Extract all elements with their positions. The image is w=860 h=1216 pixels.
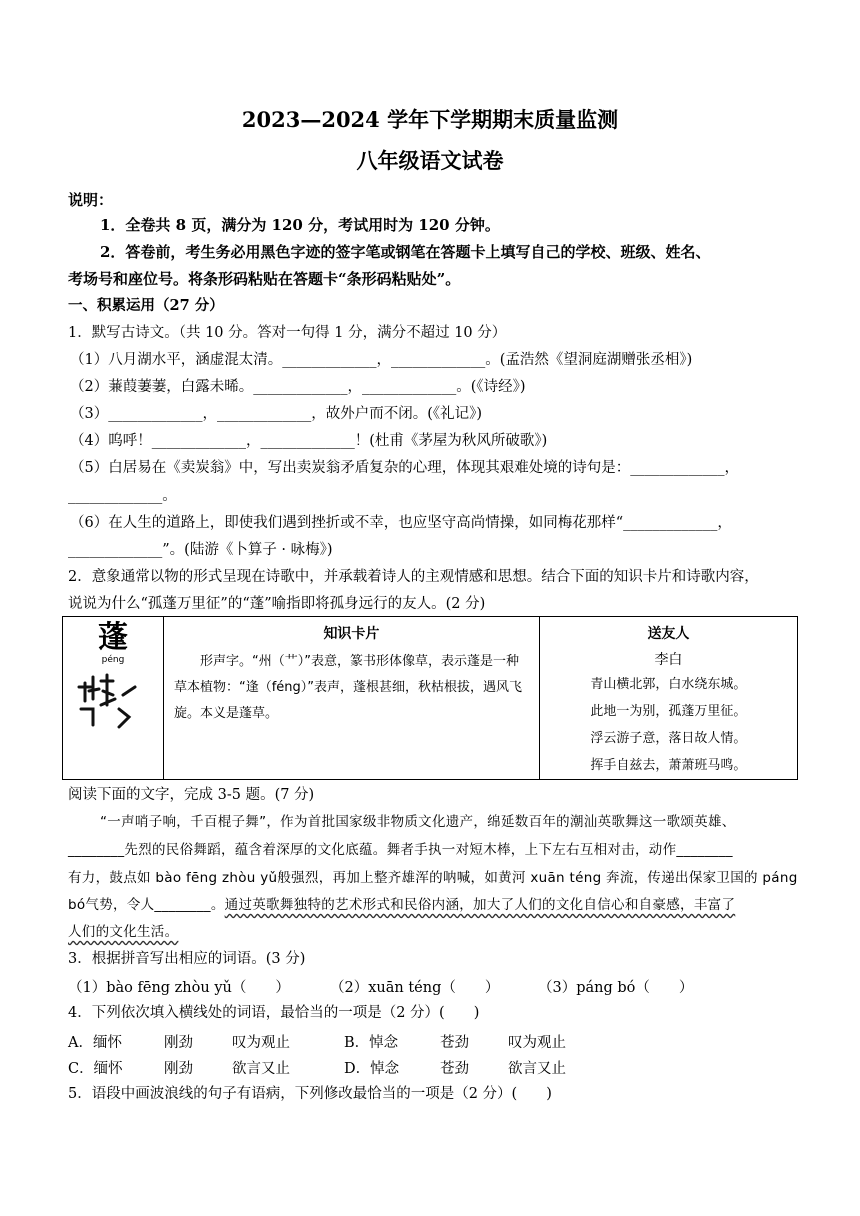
poem-line: 青山横北郭，白水绕东城。: [590, 677, 747, 692]
q1-part-6: （6）在人生的道路上，即使我们遇到挫折或不幸，也应坚守高尚情操，如同梅花那样“_____________，: [70, 515, 732, 531]
q1-part-1: （1）八月湖水平，涵虚混太清。_____________，_____________。(孟浩然《望洞庭湖赠张丞相》): [70, 352, 693, 368]
wavy-underlined-sentence: 通过英歌舞独特的艺术形式和民俗内涵，加大了人们的文化自信心和自豪感，丰富了: [224, 897, 736, 913]
exam-title: 2023—2024 学年下学期期末质量监测: [241, 107, 619, 132]
character-glyph: 蓬: [98, 620, 128, 655]
instructions-heading: 说明：: [68, 191, 114, 209]
option-c-word-3: 欲言又止: [232, 1061, 290, 1077]
poem-line: 挥手自兹去，萧萧班马鸣。: [590, 758, 747, 773]
q3-part-1: （1）bào fēng zhòu yǔ（ ）: [68, 980, 290, 996]
knowledge-table: [62, 616, 798, 780]
reading-line-4-a: bó气势，令人________。: [68, 897, 225, 913]
option-a-word-1: A．缅怀: [68, 1035, 122, 1051]
reading-line-3: 有力，鼓点如 bào fēng zhòu yǔ般强烈，再加上整齐雄浑的呐喊，如黄河 xuān téng 奔流，传递出保家卫国的 páng: [68, 870, 798, 886]
instruction-item-1: 1．全卷共 8 页，满分为 120 分，考试用时为 120 分钟。: [100, 216, 500, 234]
option-c-word-2: 刚劲: [164, 1061, 193, 1077]
q1-part-4: （4）呜呼！_____________，_____________！(杜甫《茅屋为秋风所破歌》): [70, 433, 548, 449]
q3-stem: 3．根据拼音写出相应的词语。(3 分): [68, 951, 306, 967]
q1-part-3: （3）_____________，_____________，故外户而不闭。(《礼记》): [70, 406, 483, 422]
q1-part-5-cont: _____________。: [68, 488, 177, 504]
option-b-word-3: 叹为观止: [508, 1035, 566, 1051]
q2-stem: 2．意象通常以物的形式呈现在诗歌中，并承载着诗人的主观情感和思想。结合下面的知识卡片和诗歌内容，: [68, 569, 759, 585]
character-pinyin: péng: [101, 655, 125, 665]
reading-line-2: ________先烈的民俗舞蹈，蕴含着深厚的文化底蕴。舞者手执一对短木棒，上下左右互相对击，动作________: [68, 842, 733, 858]
poem-cell: [539, 617, 797, 780]
knowledge-card-text: 形声字。“州（艹）”表意，篆书形体像草，表示蓬是一种草本植物：“逢（féng）”表声，蓬根甚细，秋枯根拔，遇风飞旋。本义是蓬草。: [174, 654, 523, 721]
option-c-word-1: C．缅怀: [68, 1061, 123, 1077]
q1-part-6-cont: _____________”。(陆游《卜算子 · 咏梅》): [68, 542, 333, 558]
q2-stem-cont: 说说为什么“孤蓬万里征”的“蓬”喻指即将孤身远行的友人。(2 分): [68, 596, 486, 612]
option-d-word-3: 欲言又止: [508, 1061, 566, 1077]
reading-stem: 阅读下面的文字，完成 3-5 题。(7 分): [68, 787, 315, 803]
option-b-word-2: 苍劲: [440, 1035, 469, 1051]
knowledge-card-heading: 知识卡片: [323, 626, 380, 642]
exam-subtitle: 八年级语文试卷: [356, 148, 504, 173]
q1-part-5: （5）白居易在《卖炭翁》中，写出卖炭翁矛盾复杂的心理，体现其艰难处境的诗句是：_____________，: [70, 460, 739, 476]
q5-stem: 5．语段中画波浪线的句子有语病，下列修改最恰当的一项是（2 分）( ): [68, 1086, 552, 1102]
option-a-word-2: 刚劲: [164, 1035, 193, 1051]
q3-part-3: （3）páng bó（ ）: [538, 980, 694, 996]
q4-stem: 4．下列依次填入横线处的词语，最恰当的一项是（2 分）( ): [68, 1005, 480, 1021]
wavy-underlined-sentence-cont: 人们的文化生活。: [68, 924, 179, 940]
option-d-word-1: D．悼念: [344, 1061, 400, 1077]
poem-line: 此地一为别，孤蓬万里征。: [590, 704, 747, 719]
reading-line-4: [68, 895, 798, 915]
option-d-word-2: 苍劲: [440, 1061, 469, 1077]
instruction-item-2: 2．答卷前，考生务必用黑色字迹的签字笔或钢笔在答题卡上填写自己的学校、班级、姓名、: [100, 243, 711, 261]
q3-part-2: （2）xuān téng（ ）: [330, 980, 500, 996]
poem-author: 李白: [654, 652, 683, 668]
poem-title: 送友人: [647, 626, 690, 642]
poem-line: 浮云游子意，落日故人情。: [590, 731, 747, 746]
seal-script-icon: [63, 665, 163, 735]
q1-stem: 1．默写古诗文。（共 10 分。答对一句得 1 分，满分不超过 10 分）: [68, 325, 507, 341]
character-image-cell: [63, 617, 164, 780]
reading-line-1: “一声哨子响，千百棍子舞”，作为首批国家级非物质文化遗产，绵延数百年的潮汕英歌舞这一歌颂英雄、: [100, 814, 736, 830]
section-heading: 一、积累运用（27 分）: [68, 297, 224, 314]
option-b-word-1: B．悼念: [344, 1035, 399, 1051]
option-a-word-3: 叹为观止: [232, 1035, 290, 1051]
knowledge-card-cell: [164, 617, 540, 780]
reading-line-5: [68, 922, 798, 942]
instruction-item-2-cont: 考场号和座位号。将条形码粘贴在答题卡“条形码粘贴处”。: [68, 270, 461, 288]
q1-part-2: （2）蒹葭萋萋，白露未晞。_____________，_____________。(《诗经》): [70, 379, 526, 395]
